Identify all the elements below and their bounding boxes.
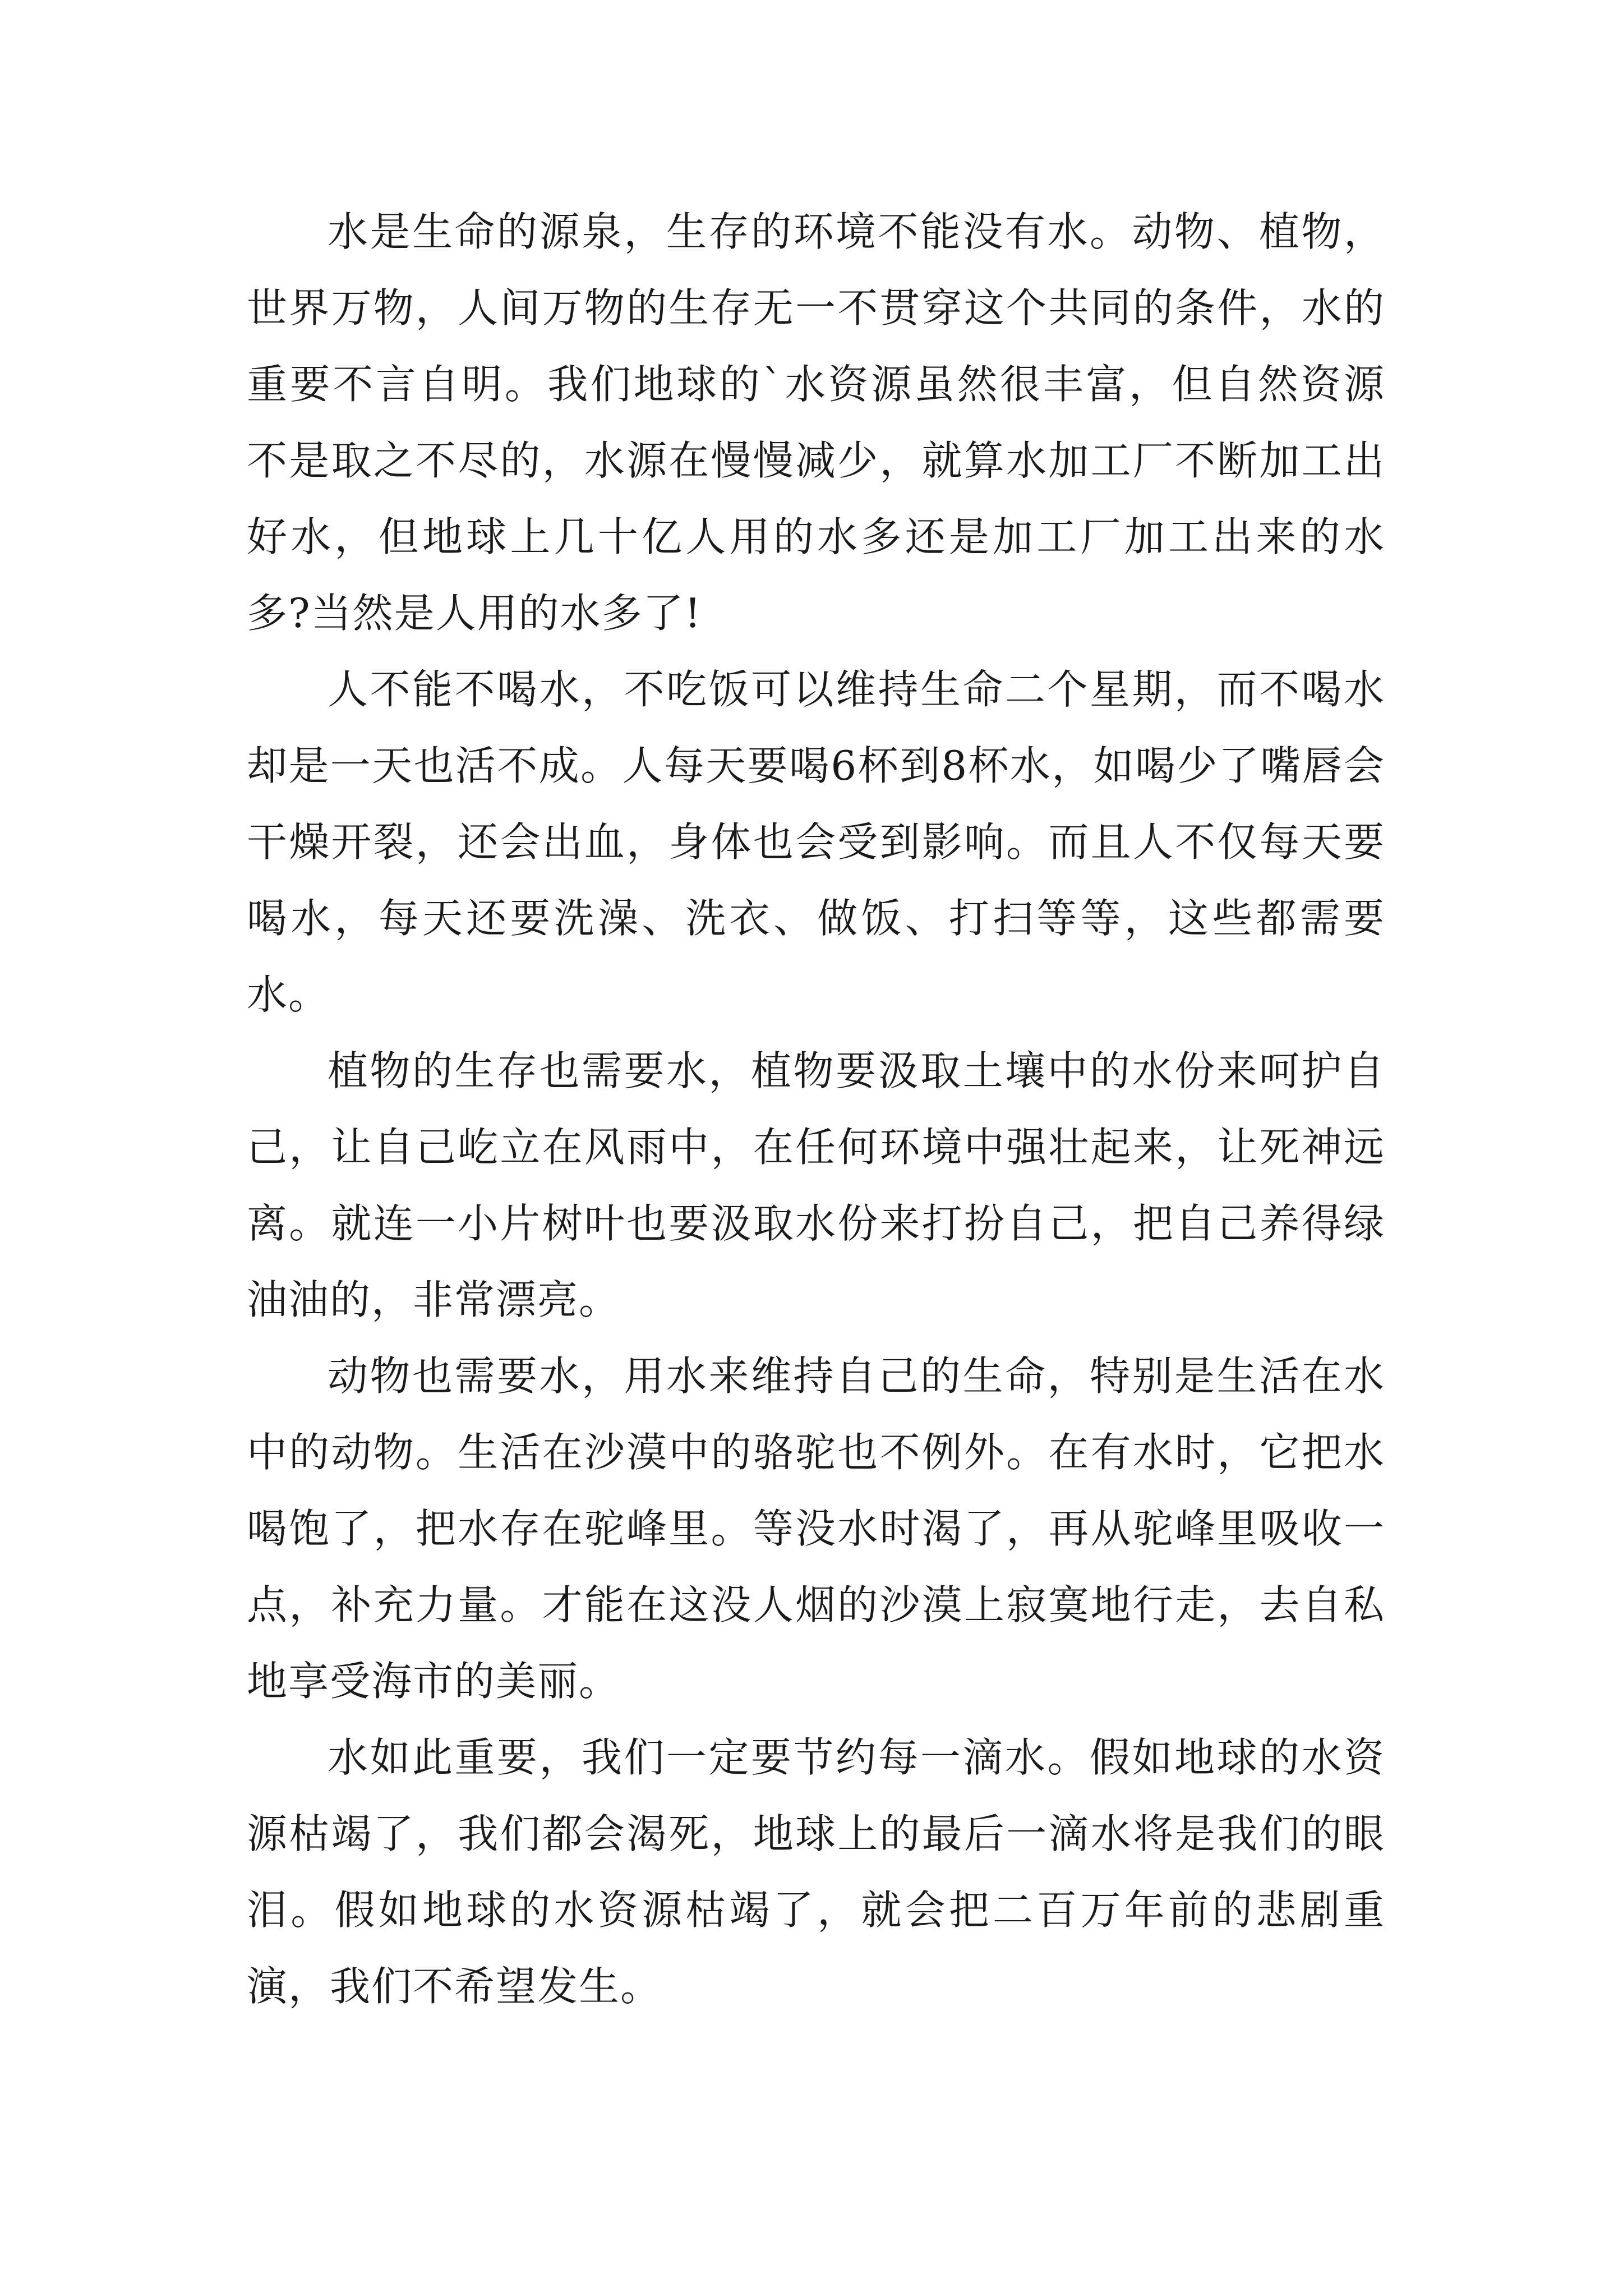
paragraph-1: 水是生命的源泉，生存的环境不能没有水。动物、植物，世界万物，人间万物的生存无一不贯穿这个共同的条件，水的重要不言自明。我们地球的`水资源虽然很丰富，但自然资源不是取之不尽的，水源在慢慢减少，就算水加工厂不断加工出好水，但地球上几十亿人用的水多还是加工厂加工出来的水多?当然是人用的水多了! [247, 208, 1385, 637]
paragraph-2: 人不能不喝水，不吃饭可以维持生命二个星期，而不喝水却是一天也活不成。人每天要喝6杯到8杯水，如喝少了嘴唇会干燥开裂，还会出血，身体也会受到影响。而且人不仅每天要喝水，每天还要洗澡、洗衣、做饭、打扫等等，这些都需要水。 [247, 666, 1385, 1018]
paragraph-3: 植物的生存也需要水，植物要汲取土壤中的水份来呵护自己，让自己屹立在风雨中，在任何环境中强壮起来，让死神远离。就连一小片树叶也要汲取水份来打扮自己，把自己养得绿油油的，非常漂亮。 [247, 1047, 1385, 1323]
paragraph-4: 动物也需要水，用水来维持自己的生命，特别是生活在水中的动物。生活在沙漠中的骆驼也不例外。在有水时，它把水喝饱了，把水存在驼峰里。等没水时渴了，再从驼峰里吸收一点，补充力量。才能在这没人烟的沙漠上寂寞地行走，去自私地享受海市的美丽。 [247, 1352, 1385, 1705]
paragraph-5: 水如此重要，我们一定要节约每一滴水。假如地球的水资源枯竭了，我们都会渴死，地球上的最后一滴水将是我们的眼泪。假如地球的水资源枯竭了，就会把二百万年前的悲剧重演，我们不希望发生。 [247, 1734, 1385, 2010]
document-body [247, 194, 1385, 2024]
